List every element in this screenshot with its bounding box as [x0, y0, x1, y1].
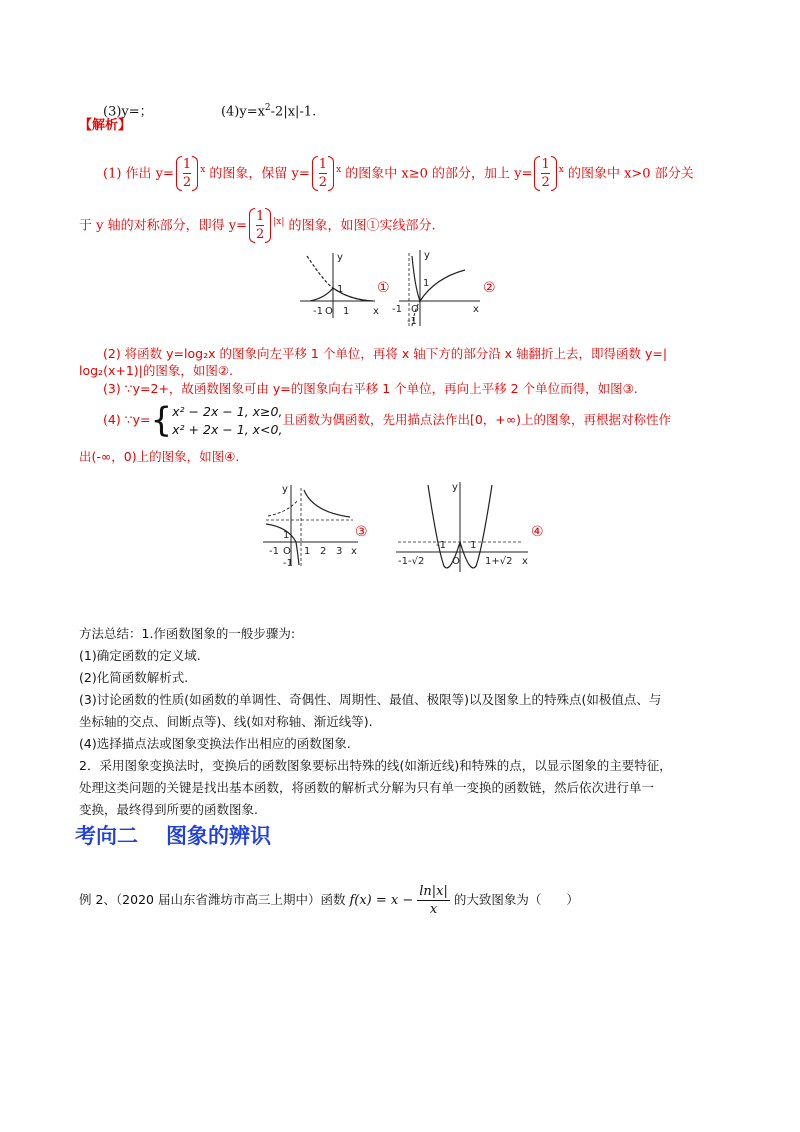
fig-label-1: ① — [377, 280, 390, 296]
fig3-o: O — [283, 546, 291, 557]
fig4-y: y — [452, 482, 458, 493]
question-line — [103, 99, 316, 121]
fig3-ym1: -1 — [283, 558, 293, 569]
method-step-1: (1)确定函数的定义域. — [79, 648, 201, 663]
method-p2-line1: 2．采用图象变换法时，变换后的函数图象要标出特殊的线(如渐近线)和特殊的点，以显示图象的主要特征， — [79, 758, 672, 773]
p3-line: (3) ∵y=2+，故函数图象可由 y=的图象向右平移 1 个单位，再向上平移 2 个单位而得，如图③. — [103, 381, 638, 396]
fig3-t1: 1 — [304, 546, 311, 557]
fig4-o: O — [452, 556, 460, 567]
half-fraction: $\frac{1}{2}$ — [312, 156, 334, 191]
analysis-label: 【解析】 — [79, 118, 132, 133]
p1-e: 于 y 轴的对称部分，即得 y= — [79, 218, 247, 234]
half-fraction: $\frac{1}{2}$ — [176, 156, 198, 191]
method-p2-line2: 处理这类问题的关键是找出基本函数，将函数的解析式分解为只有单一变换的函数链，然后依次进行单一 — [79, 780, 655, 795]
example-line — [79, 878, 579, 923]
exp-x: x — [336, 165, 342, 175]
exp-x: x — [200, 165, 206, 175]
fig3-x: x — [351, 546, 357, 557]
fig3-tm1: -1 — [269, 546, 279, 557]
fig-label-3: ③ — [355, 524, 368, 540]
brace-icon: { — [150, 400, 173, 441]
method-p2-line3: 变换，最终得到所要的函数图象. — [79, 802, 258, 817]
example-prefix: 例 2、（2020 届山东省潍坊市高三上期中）函数 — [79, 892, 346, 907]
fig2-t1: 1 — [423, 278, 430, 289]
p2-line2: log₂(x+1)|的图象，如图②. — [79, 363, 234, 378]
half-fraction: $\frac{1}{2}$ — [249, 208, 271, 243]
fig4-t1: 1 — [470, 540, 477, 551]
fig4-tm1: -1 — [436, 540, 446, 551]
fig2-o: O — [411, 304, 419, 315]
case-2: x² + 2x − 1, x<0, — [172, 421, 283, 437]
fig3-y: y — [282, 484, 288, 495]
example-suffix: 的大致图象为（ ） — [453, 892, 579, 907]
exp-x: x — [558, 165, 564, 175]
method-step-3a: (3)讨论函数的性质(如函数的单调性、奇偶性、周期性、最值、极限等)以及图象上的特殊点(如极值点、与 — [79, 692, 662, 707]
section-title: 图象的辨识 — [166, 824, 271, 848]
figures-3-4 — [258, 480, 548, 572]
item-4: (4)y=x — [220, 104, 265, 120]
fig3-t2: 2 — [320, 546, 327, 557]
p1-c: 的图象中 x≥0 的部分，加上 y= — [345, 166, 533, 182]
fig2-y: y — [424, 250, 430, 261]
function-lhs: f(x) = x − — [349, 893, 414, 908]
fig1-o: O — [325, 306, 333, 317]
method-step-4: (4)选择描点法或图象变换法作出相应的函数图象. — [79, 736, 351, 751]
p4-line2: 出(-∞，0)上的图象，如图④. — [79, 449, 240, 464]
fig2-ym1: -1 — [407, 316, 417, 327]
p2-line1: (2) 将函数 y=log₂x 的图象向左平移 1 个单位，再将 x 轴下方的部分沿 x 轴翻折上去，即得函数 y=| — [103, 346, 668, 361]
half-fraction: $\frac{1}{2}$ — [534, 156, 556, 191]
case-1: x² − 2x − 1, x≥0, — [172, 403, 283, 419]
section-heading — [75, 820, 299, 850]
section-number: 考向二 — [75, 824, 138, 848]
exp-abs-x: |x| — [273, 217, 285, 227]
log-fraction: $\frac{\ln|x|}{x}$ — [419, 884, 448, 917]
p4-a: (4) ∵y= — [103, 412, 151, 427]
p4-line1 — [103, 398, 671, 442]
fig2-x: x — [473, 304, 479, 315]
fig1-y: y — [337, 252, 343, 263]
p1-line2 — [79, 202, 436, 246]
p1-b: 的图象，保留 y= — [209, 166, 310, 182]
p4-b: 且函数为偶函数，先用描点法作出[0，+∞)上的图象，再根据对称性作 — [282, 412, 672, 427]
item-4-sup: 2 — [264, 103, 271, 113]
p1-a: (1) 作出 y= — [103, 166, 174, 182]
fig1-tm1: -1 — [313, 306, 323, 317]
fig4-tr: 1+√2 — [485, 556, 513, 567]
fig3-y1: 1 — [283, 530, 290, 541]
fig-label-4: ④ — [531, 524, 544, 540]
item-3: (3)y=； — [103, 104, 153, 120]
fig1-t1: 1 — [337, 284, 344, 295]
piecewise-cases — [172, 403, 282, 439]
fig1-t1b: 1 — [343, 306, 350, 317]
p1-line1 — [103, 150, 694, 194]
method-step-3b: 坐标轴的交点、间断点等)、线(如对称轴、渐近线等). — [79, 714, 373, 729]
fig1-x: x — [373, 306, 379, 317]
method-step-2: (2)化简函数解析式. — [79, 670, 189, 685]
fig4-tl: -1-√2 — [398, 556, 425, 567]
p1-d: 的图象中 x>0 部分关 — [567, 166, 694, 182]
p1-f: 的图象，如图①实线部分. — [288, 218, 436, 234]
fig3-t3: 3 — [336, 546, 343, 557]
item-4-rest: -2|x|-1. — [270, 104, 317, 120]
method-title: 方法总结：1.作函数图象的一般步骤为: — [79, 626, 296, 641]
figures-1-2 — [295, 248, 510, 328]
fig2-tm1: -1 — [392, 304, 402, 315]
fig4-x: x — [522, 556, 528, 567]
fig-label-2: ② — [483, 280, 496, 296]
